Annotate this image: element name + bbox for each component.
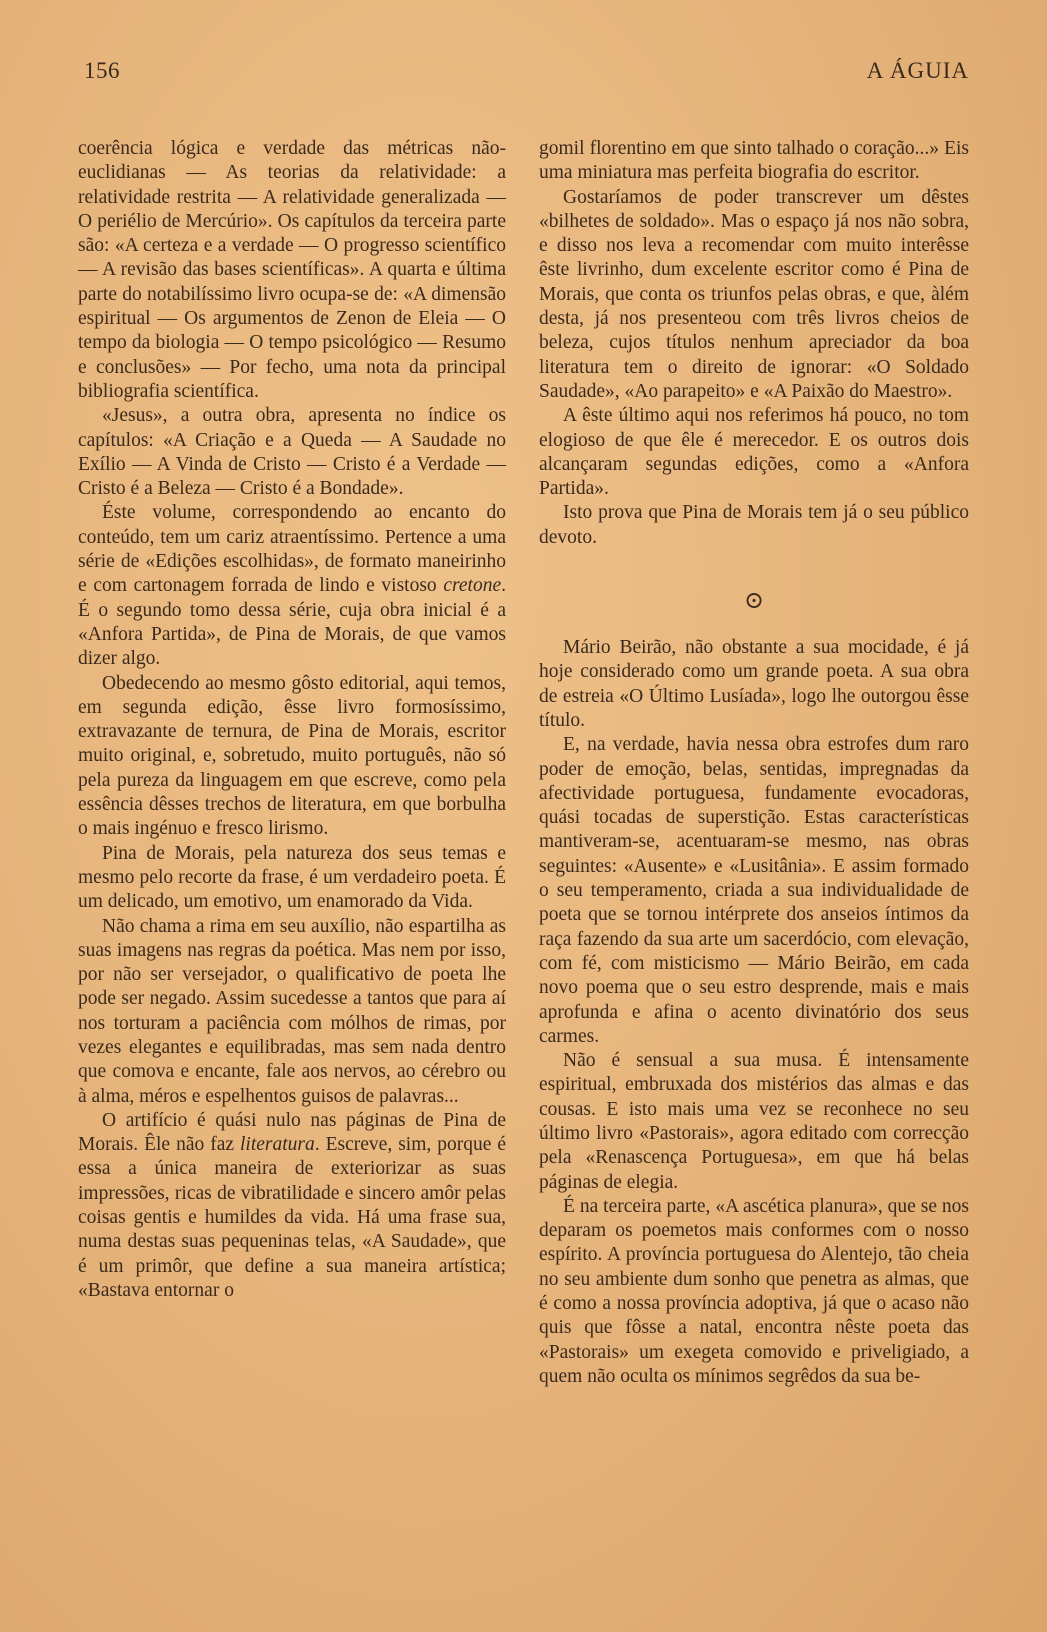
paragraph: gomil florentino em que sinto talhado o coração...» Eis uma miniatura mas perfeita biografia do escritor. bbox=[539, 138, 969, 184]
paragraph: É na terceira parte, «A ascética planura», que se nos deparam os poemetos mais conformes com o nosso espírito. A província portuguesa do Alentejo, tão cheia no seu ambiente dum sonho que penetra as almas, que é como a nossa província adoptiva, já que o acaso não quis que fôsse a natal, encontra nêste poeta das «Pastorais» um exegeta comovido e priveligiado, a quem não oculta os mínimos segrêdos da sua be- bbox=[539, 1195, 969, 1387]
paragraph: Mário Beirão, não obstante a sua mocidade, é já hoje considerado como um grande poeta. A sua obra de estreia «O Último Lusíada», logo lhe outorgou êsse título. bbox=[539, 637, 969, 731]
paragraph: A êste último aqui nos referimos há pouco, no tom elogioso de que êle é merecedor. E os outros dois alcançaram segundas edições, como a «Anfora Partida». bbox=[539, 405, 969, 500]
paragraph bbox=[78, 501, 506, 671]
italic-term: cretone bbox=[443, 575, 502, 597]
paragraph: coerência lógica e verdade das métricas não-euclidianas — As teorias da relatividade: a relatividade restrita — A relatividade generalizada — O periélio de Mercúrio». Os capítulos da terceira parte são: «A certeza e a verdade — O progresso scientífico — A revisão das bases scientíficas». A quarta e última parte do notabilíssimo livro ocupa-se de: «A dimensão espiritual — Os argumentos de Zenon de Eleia — O tempo da biologia — O tempo psicológico — Resumo e conclusões» — Por fecho, uma nota da principal bibliografia scientífica. bbox=[78, 138, 506, 402]
text-run: . Escreve, sim, porque é essa a única maneira de exteriorizar as suas impressões, ricas de vibratilidade e sincero amôr pelas coisas gentis e humildes da vida. Há uma frase sua, numa destas suas pequeninas telas, «A Saudade», que é um primôr, que define a sua maneira artística; «Bastava entornar o bbox=[78, 1134, 507, 1301]
paragraph: «Jesus», a outra obra, apresenta no índice os capítulos: «A Criação e a Queda — A Saudade no Exílio — A Vinda de Cristo — Cristo é a Verdade — Cristo é a Beleza — Cristo é a Bondade». bbox=[78, 405, 506, 500]
right-column bbox=[539, 137, 969, 1389]
text-run: . É o segundo tomo dessa série, cuja obra inicial é a «Anfora Partida», de Pina de Morais, de que vamos dizer algo. bbox=[78, 575, 506, 670]
paragraph: Não é sensual a sua musa. É intensamente espiritual, embruxada dos mistérios das almas e das cousas. E isto mais uma vez se reconhece no seu último livro «Pastorais», agora editado com correcção pela «Renascença Portuguesa», em que há belas páginas de elegia. bbox=[539, 1050, 969, 1193]
text-run: Éste volume, correspondendo ao encanto do conteúdo, tem um cariz atraentíssimo. Pertence a uma série de «Edições escolhidas», de formato maneirinho e com cartonagem forrada de lindo e vistoso bbox=[78, 502, 506, 597]
paragraph: E, na verdade, havia nessa obra estrofes dum raro poder de emoção, belas, sentidas, impregnadas da afectividade portuguesa, fundamente evocadoras, quási tocadas de superstição. Estas características mantiveram-se, acentuaram-se mesmo, nas obras seguintes: «Ausente» e «Lusitânia». E assim formado o seu temperamento, criada a sua individualidade de poeta que se tornou intérprete dos anseios íntimos da raça fazendo da sua arte um sacerdócio, com elevação, com fé, com misticismo — Mário Beirão, em cada novo poema que o seu estro desprende, mais e mais aprofunda e afina o acento divinatório dos seus carmes. bbox=[539, 734, 969, 1047]
paragraph: Não chama a rima em seu auxílio, não espartilha as suas imagens nas regras da poética. Mas nem por isso, por não ser versejador, o qualificativo de poeta lhe pode ser negado. Assim sucedesse a tantos que para aí nos torturam a paciência com mólhos de rimas, por vezes elegantes e equilibradas, mas sem nada dentro que comova e encante, fale aos nervos, ao cérebro ou à alma, méros e espelhentos guisos de palavras... bbox=[78, 915, 506, 1107]
left-column bbox=[78, 137, 506, 1303]
paragraph: Isto prova que Pina de Morais tem já o seu público devoto. bbox=[539, 502, 969, 548]
paragraph: Gostaríamos de poder transcrever um dêstes «bilhetes de soldado». Mas o espaço já nos não sobra, e disso nos leva a recomendar com muito interêsse êste livrinho, dum excelente escritor como é Pina de Morais, que conta os triunfos pelas obras, e que, àlém desta, já nos presenteou com três livros cheios de beleza, cujos títulos nenhum apreciador da boa literatura tem o direito de ignorar: «O Soldado Saudade», «Ao parapeito» e «A Paixão do Maestro». bbox=[539, 186, 969, 402]
page-header bbox=[84, 58, 969, 88]
running-title: A ÁGUIA bbox=[866, 58, 969, 83]
paragraph bbox=[78, 1109, 506, 1303]
paragraph: Pina de Morais, pela natureza dos seus temas e mesmo pelo recorte da frase, é um verdadeiro poeta. É um delicado, um emotivo, um enamorado da Vida. bbox=[78, 842, 506, 913]
section-ornament-icon: ⊙ bbox=[743, 588, 765, 615]
page-number: 156 bbox=[84, 58, 120, 83]
text-run: O artifício é quási nulo nas páginas de Pina de Morais. Êle não faz bbox=[78, 1109, 506, 1156]
paragraph: Obedecendo ao mesmo gôsto editorial, aqui temos, em segunda edição, êsse livro formosíssimo, extravazante de ternura, de Pina de Morais, escritor muito original, e, sobretudo, muito português, não só pela pureza da linguagem em que escreve, como pela essência dêsses trechos de literatura, em que borbulha o mais ingénuo e fresco lirismo. bbox=[78, 672, 506, 840]
italic-term: literatura bbox=[240, 1134, 315, 1156]
